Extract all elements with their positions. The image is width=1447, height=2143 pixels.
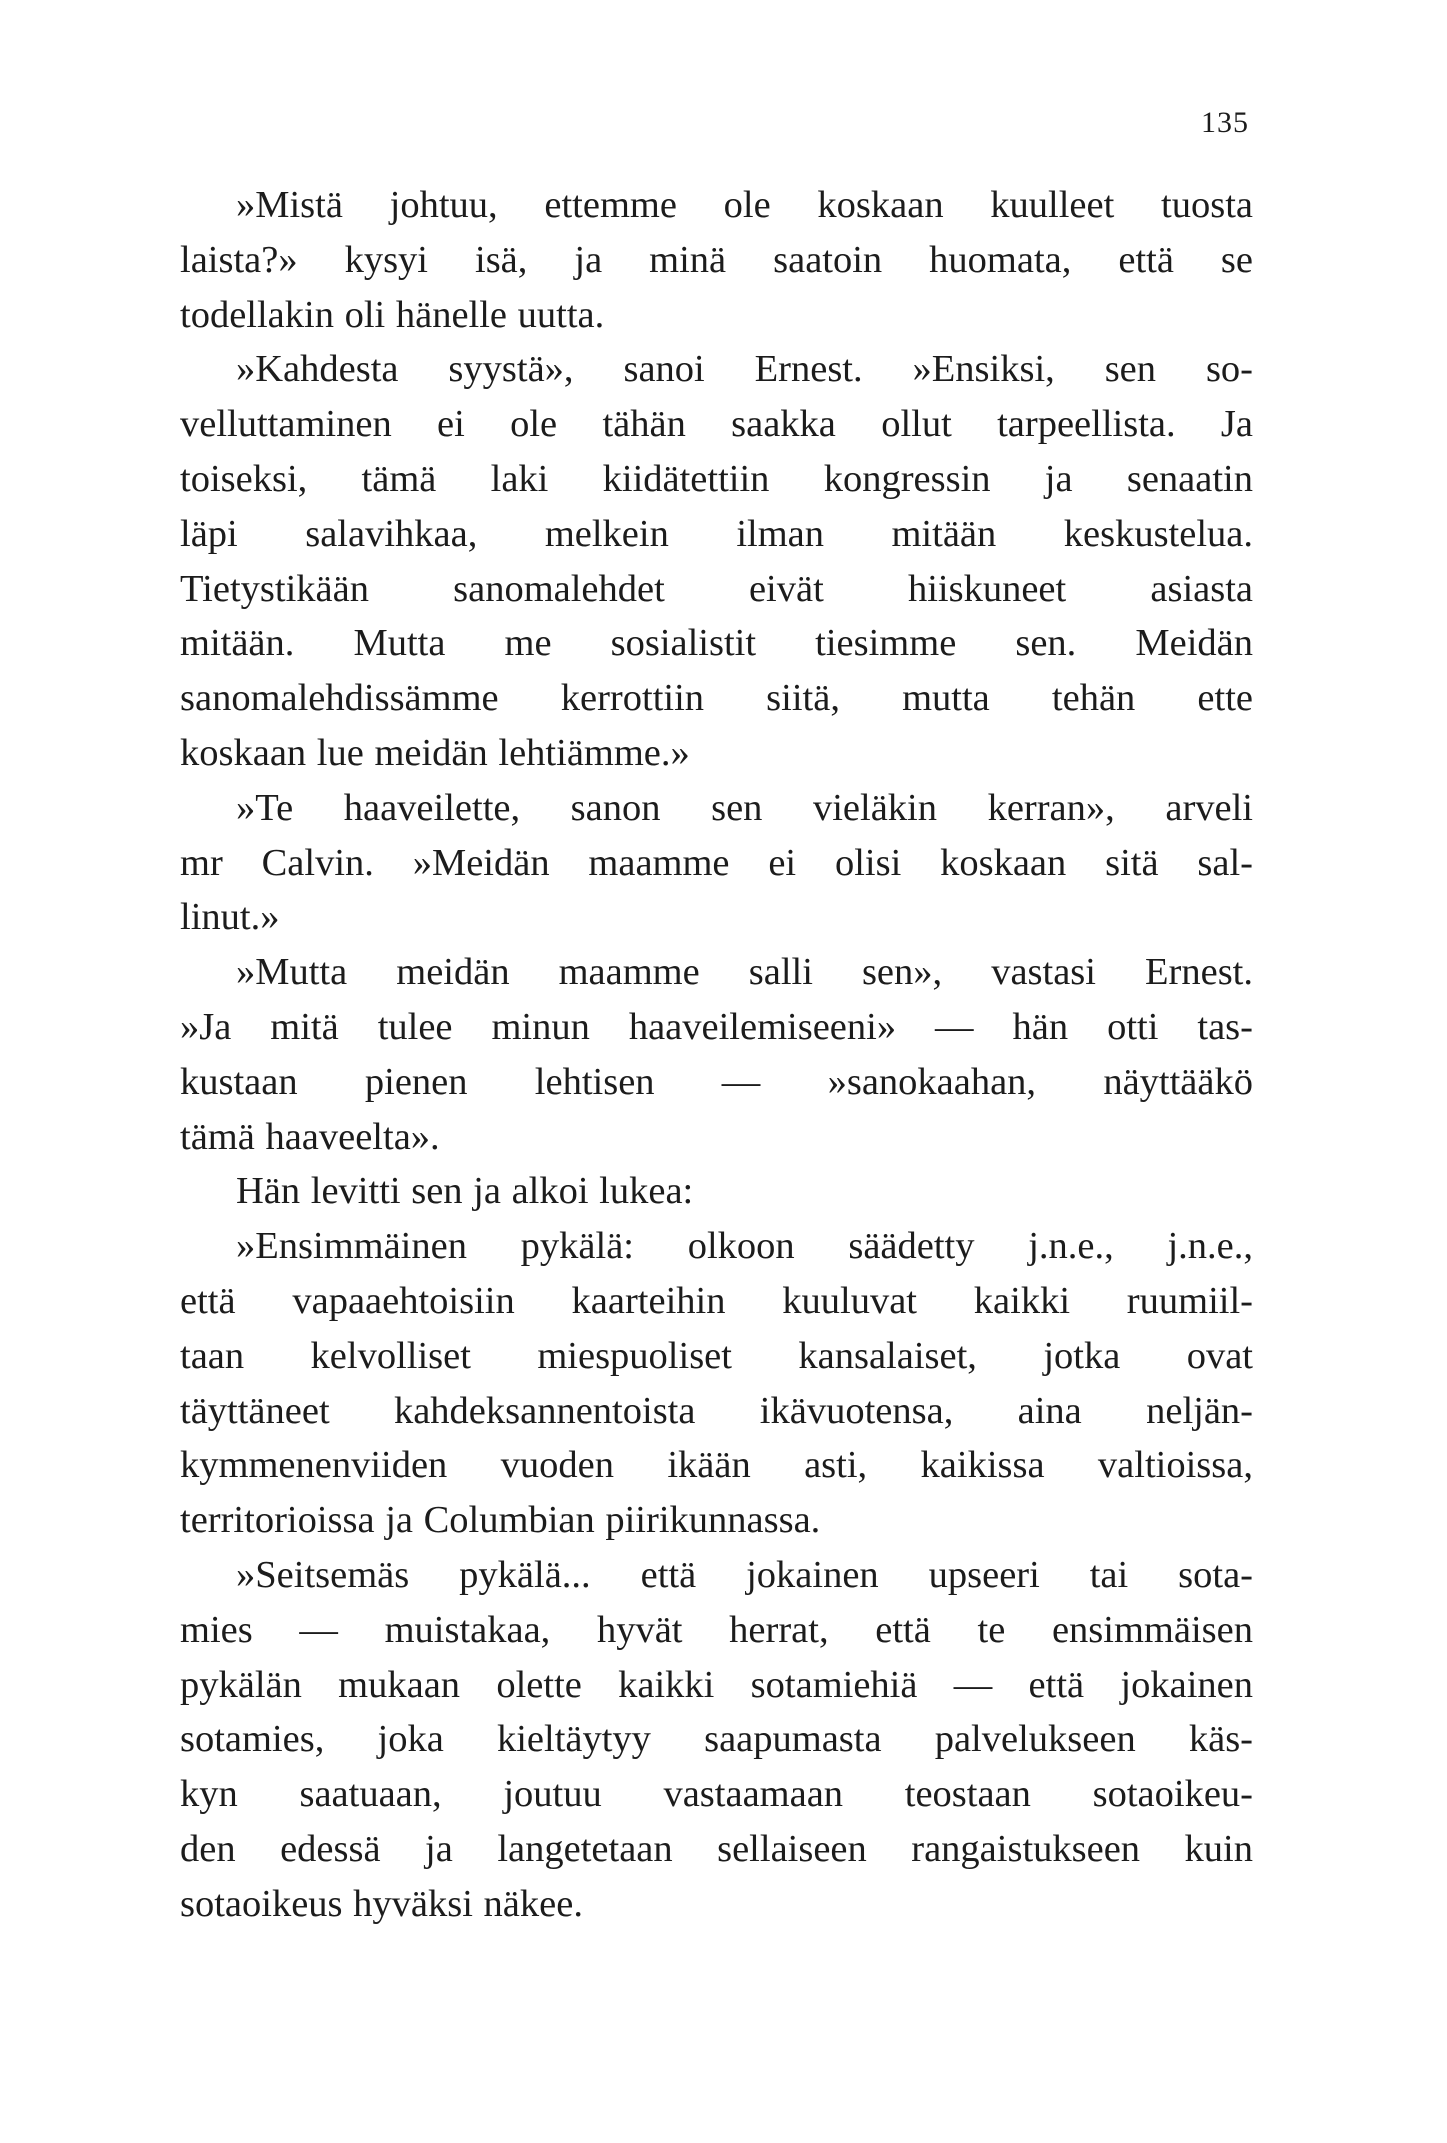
text-line: koskaan lue meidän lehtiämme.» <box>180 731 690 774</box>
text-line: kustaan pienen lehtisen — »sanokaahan, näyttääkö <box>180 1060 1253 1103</box>
text-line: »Kahdesta syystä», sanoi Ernest. »Ensiksi, sen so- <box>236 348 1253 391</box>
text-line: sanomalehdissämme kerrottiin siitä, mutta tehän ette <box>180 677 1253 720</box>
text-line: Tietystikään sanomalehdet eivät hiiskuneet asiasta <box>180 567 1253 610</box>
text-line: sotamies, joka kieltäytyy saapumasta palvelukseen käs- <box>180 1718 1253 1761</box>
page-number: 135 <box>1201 106 1249 139</box>
text-line: toiseksi, tämä laki kiidätettiin kongressin ja senaatin <box>180 457 1253 500</box>
text-column <box>180 178 1253 1932</box>
text-line: velluttaminen ei ole tähän saakka ollut tarpeellista. Ja <box>180 403 1253 446</box>
text-line: »Te haaveilette, sanon sen vieläkin kerran», arveli <box>236 786 1253 829</box>
text-line: »Ja mitä tulee minun haaveilemiseeni» — hän otti tas- <box>180 1005 1253 1048</box>
text-line: Hän levitti sen ja alkoi lukea: <box>236 1170 694 1213</box>
text-line: laista?» kysyi isä, ja minä saatoin huomata, että se <box>180 238 1253 281</box>
text-line: mitään. Mutta me sosialistit tiesimme sen. Meidän <box>180 622 1253 665</box>
text-line: sotaoikeus hyväksi näkee. <box>180 1882 583 1925</box>
text-line: mies — muistakaa, hyvät herrat, että te ensimmäisen <box>180 1608 1253 1651</box>
text-line: todellakin oli hänelle uutta. <box>180 293 605 336</box>
text-line: »Ensimmäinen pykälä: olkoon säädetty j.n.e., j.n.e., <box>236 1225 1253 1268</box>
text-line: linut.» <box>180 896 280 939</box>
text-line: »Mutta meidän maamme salli sen», vastasi Ernest. <box>236 951 1253 994</box>
text-line: taan kelvolliset miespuoliset kansalaiset, jotka ovat <box>180 1334 1253 1377</box>
text-line: läpi salavihkaa, melkein ilman mitään keskustelua. <box>180 512 1253 555</box>
text-line: kymmenenviiden vuoden ikään asti, kaikissa valtioissa, <box>180 1444 1253 1487</box>
text-line: kyn saatuaan, joutuu vastaamaan teostaan sotaoikeu- <box>180 1773 1253 1816</box>
text-line: että vapaaehtoisiin kaarteihin kuuluvat kaikki ruumiil- <box>180 1279 1253 1322</box>
text-line: »Seitsemäs pykälä... että jokainen upseeri tai sota- <box>236 1553 1253 1596</box>
text-line: täyttäneet kahdeksannentoista ikävuotensa, aina neljän- <box>180 1389 1253 1432</box>
text-line: tämä haaveelta». <box>180 1115 440 1158</box>
text-line: »Mistä johtuu, ettemme ole koskaan kuulleet tuosta <box>236 184 1253 226</box>
text-line: mr Calvin. »Meidän maamme ei olisi koskaan sitä sal- <box>180 841 1253 884</box>
text-line: pykälän mukaan olette kaikki sotamiehiä — että jokainen <box>180 1663 1253 1706</box>
text-line: den edessä ja langetetaan sellaiseen rangaistukseen kuin <box>180 1827 1253 1870</box>
text-line: territorioissa ja Columbian piirikunnassa. <box>180 1499 821 1542</box>
